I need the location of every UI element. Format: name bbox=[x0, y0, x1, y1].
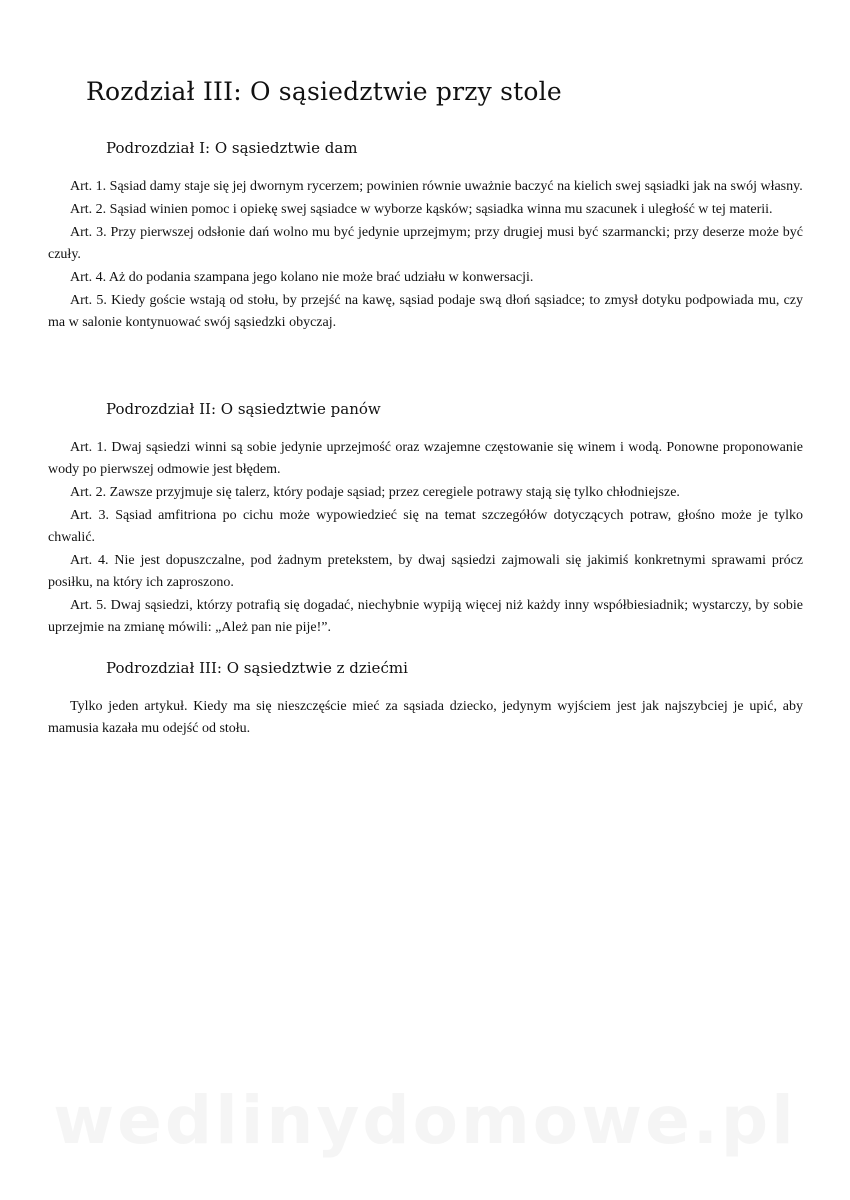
article-list bbox=[48, 176, 803, 334]
article-paragraph: Art. 3. Przy pierwszej odsłonie dań wolno mu być jedynie uprzejmym; przy drugiej musi być szarmancki; przy deserze może być czuły. bbox=[48, 225, 803, 262]
article-paragraph: Art. 2. Sąsiad winien pomoc i opiekę swej sąsiadce w wyborze kąsków; sąsiadka winna mu szacunek i uległość w tej materii. bbox=[70, 202, 773, 217]
article-paragraph: Art. 1. Dwaj sąsiedzi winni są sobie jedynie uprzejmość oraz wzajemne częstowanie się winem i wodą. Ponowne proponowanie wody po pierwszej odmowie jest błędem. bbox=[48, 440, 803, 477]
article-paragraph: Art. 4. Aż do podania szampana jego kolano nie może brać udziału w konwersacji. bbox=[70, 270, 534, 285]
article-paragraph: Art. 3. Sąsiad amfitriona po cichu może wypowiedzieć się na temat szczegółów dotyczących potraw, głośno może je tylko chwalić. bbox=[48, 508, 803, 545]
subsection-title: Podrozdział II: O sąsiedztwie panów bbox=[106, 400, 381, 418]
article-list bbox=[48, 437, 803, 639]
article-paragraph: Art. 5. Dwaj sąsiedzi, którzy potrafią się dogadać, niechybnie wypiją więcej niż każdy inny współbiesiadnik; wystarczy, by sobie uprzejmie na zmianę mówili: „Ależ pan nie pije!”. bbox=[48, 598, 803, 635]
chapter-title: Rozdział III: O sąsiedztwie przy stole bbox=[86, 77, 562, 106]
subsection-title: Podrozdział I: O sąsiedztwie dam bbox=[106, 139, 358, 157]
article-list bbox=[48, 696, 803, 740]
subsection-children bbox=[48, 657, 803, 741]
article-paragraph: Art. 5. Kiedy goście wstają od stołu, by przejść na kawę, sąsiad podaje swą dłoń sąsiadce; to zmysł dotyku podpowiada mu, czy ma w salonie kontynuować swój sąsiedzki obyczaj. bbox=[48, 293, 803, 330]
article-paragraph: Tylko jeden artykuł. Kiedy ma się nieszczęście mieć za sąsiada dziecko, jedynym wyjściem jest jak najszybciej je upić, aby mamusia kazała mu odejść od stołu. bbox=[48, 699, 803, 736]
article-paragraph: Art. 1. Sąsiad damy staje się jej dwornym rycerzem; powinien równie uważnie baczyć na kielich swej sąsiadki jak na swój własny. bbox=[70, 179, 803, 194]
subsection-gentlemen bbox=[48, 398, 803, 640]
watermark: wedlinydomowe.pl bbox=[53, 1082, 797, 1159]
subsection-title: Podrozdział III: O sąsiedztwie z dziećmi bbox=[106, 659, 408, 677]
article-paragraph: Art. 2. Zawsze przyjmuje się talerz, który podaje sąsiad; przez ceregiele potrawy stają się tylko chłodniejsze. bbox=[70, 485, 680, 500]
article-paragraph: Art. 4. Nie jest dopuszczalne, pod żadnym pretekstem, by dwaj sąsiedzi zajmowali się jakimiś konkretnymi sprawami prócz posiłku, na który ich zaproszono. bbox=[48, 553, 803, 590]
subsection-ladies bbox=[48, 137, 803, 335]
